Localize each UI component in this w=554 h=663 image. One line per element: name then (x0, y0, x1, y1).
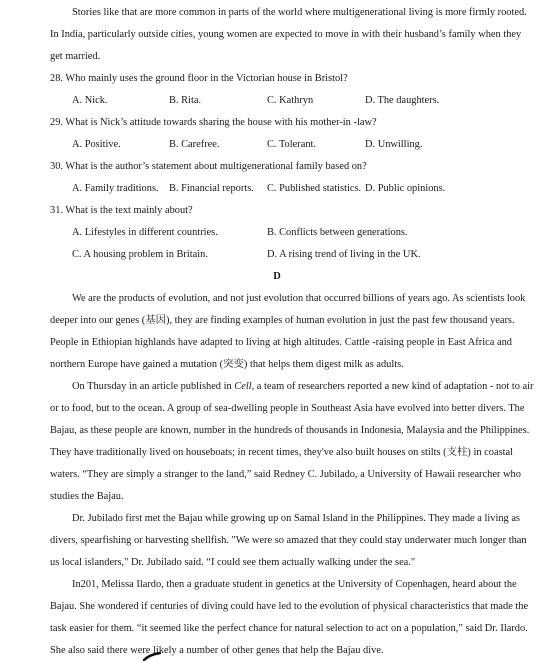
passage-p2-line-1-pre: On Thursday in an article published in (72, 381, 235, 392)
passage-p2-line-2: or to food, but to the ocean. A group of sea-dwelling people in Southeast Asia have evolved into better divers. The (50, 403, 525, 414)
q30-option-b: B. Financial reports. (169, 183, 254, 194)
passage-p3-line-2: divers, spearfishing or harvesting shellfish. "We were so amazed that they could stay underwater much longer than (50, 535, 527, 546)
question-31-stem: 31. What is the text mainly about? (50, 205, 193, 216)
passage-p3-line-3: us local islanders," Dr. Jubilado said. “I could see them actually walking under the sea." (50, 557, 416, 568)
passage-p1-line-3: People in Ethiopian highlands have adapted to living at high altitudes. Cattle -raising people in East Africa and (50, 337, 512, 348)
question-29-stem: 29. What is Nick’s attitude towards sharing the house with his mother-in -law? (50, 117, 377, 128)
journal-name: Cell, (234, 381, 255, 392)
passage-p4-line-1: In201, Melissa Ilardo, then a graduate student in genetics at the University of Copenhagen, heard about the (72, 579, 517, 590)
q28-option-b: B. Rita. (169, 95, 202, 106)
passage-p2-line-1 (72, 381, 534, 392)
q30-option-d: D. Public opinions. (365, 183, 446, 194)
q31-option-c: C. A housing problem in Britain. (72, 249, 208, 260)
q28-option-d: D. The daughters. (365, 95, 440, 106)
q28-option-c: C. Kathryn (267, 95, 314, 106)
passage-p1-line-1: We are the products of evolution, and not just evolution that occurred billions of years ago. As scientists look (72, 293, 526, 304)
q31-option-d: D. A rising trend of living in the UK. (267, 249, 421, 260)
q31-option-b: B. Conflicts between generations. (267, 227, 408, 238)
passage-p1-line-4: northern Europe have gained a mutation (突变) that helps them digest milk as adults. (50, 359, 404, 370)
passage-p2-line-4: They have traditionally lived on houseboats; in recent times, they've also built houses on stilts (支柱) in coastal (50, 447, 514, 458)
passage-p2-line-3: Bajau, as these people are known, number in the hundreds of thousands in Indonesia, Malaysia and the Philippines. (50, 425, 530, 436)
q29-option-d: D. Unwilling. (365, 139, 423, 150)
q29-option-a: A. Positive. (72, 139, 121, 150)
pen-mark-icon (143, 652, 161, 661)
passage-p2-line-6: studies the Bajau. (50, 491, 124, 502)
intro-line-3: get married. (50, 51, 101, 62)
q28-option-a: A. Nick. (72, 95, 108, 106)
q30-option-c: C. Published statistics. (267, 183, 362, 194)
passage-p1-line-2: deeper into our genes (基因), they are finding examples of human evolution in just the past few thousand years. (50, 315, 515, 326)
q29-option-b: B. Carefree. (169, 139, 220, 150)
passage-p2-line-1-post: a team of researchers reported a new kind of adaptation - not to air (254, 381, 534, 392)
q30-option-a: A. Family traditions. (72, 183, 159, 194)
intro-line-1: Stories like that are more common in parts of the world where multigenerational living is more firmly rooted. (72, 7, 527, 18)
q31-option-a: A. Lifestyles in different countries. (72, 227, 218, 238)
passage-p3-line-1: Dr. Jubilado first met the Bajau while growing up on Samal Island in the Philippines. They made a living as (72, 513, 520, 524)
passage-p4-line-2: Bajau. She wondered if centuries of diving could have led to the evolution of physical characteristics that made the (50, 601, 529, 612)
q29-option-c: C. Tolerant. (267, 139, 317, 150)
question-28-stem: 28. Who mainly uses the ground floor in the Victorian house in Bristol? (50, 73, 348, 84)
passage-p4-line-4: She also said there were likely a number of other genes that help the Bajau dive. (50, 645, 384, 656)
section-heading: D (273, 271, 281, 282)
passage-p2-line-5: waters. “They are simply a stranger to the land,” said Redney C. Jubilado, a University of Hawaii researcher who (50, 469, 521, 480)
passage-p4-line-3: task easier for them. “it seemed like the perfect chance for natural selection to act on a population,” said Dr. Ilardo. (50, 623, 528, 634)
intro-line-2: In India, particularly outside cities, young women are expected to move in with their husband’s family when they (50, 29, 522, 40)
question-30-stem: 30. What is the author’s statement about multigenerational family based on? (50, 161, 367, 172)
